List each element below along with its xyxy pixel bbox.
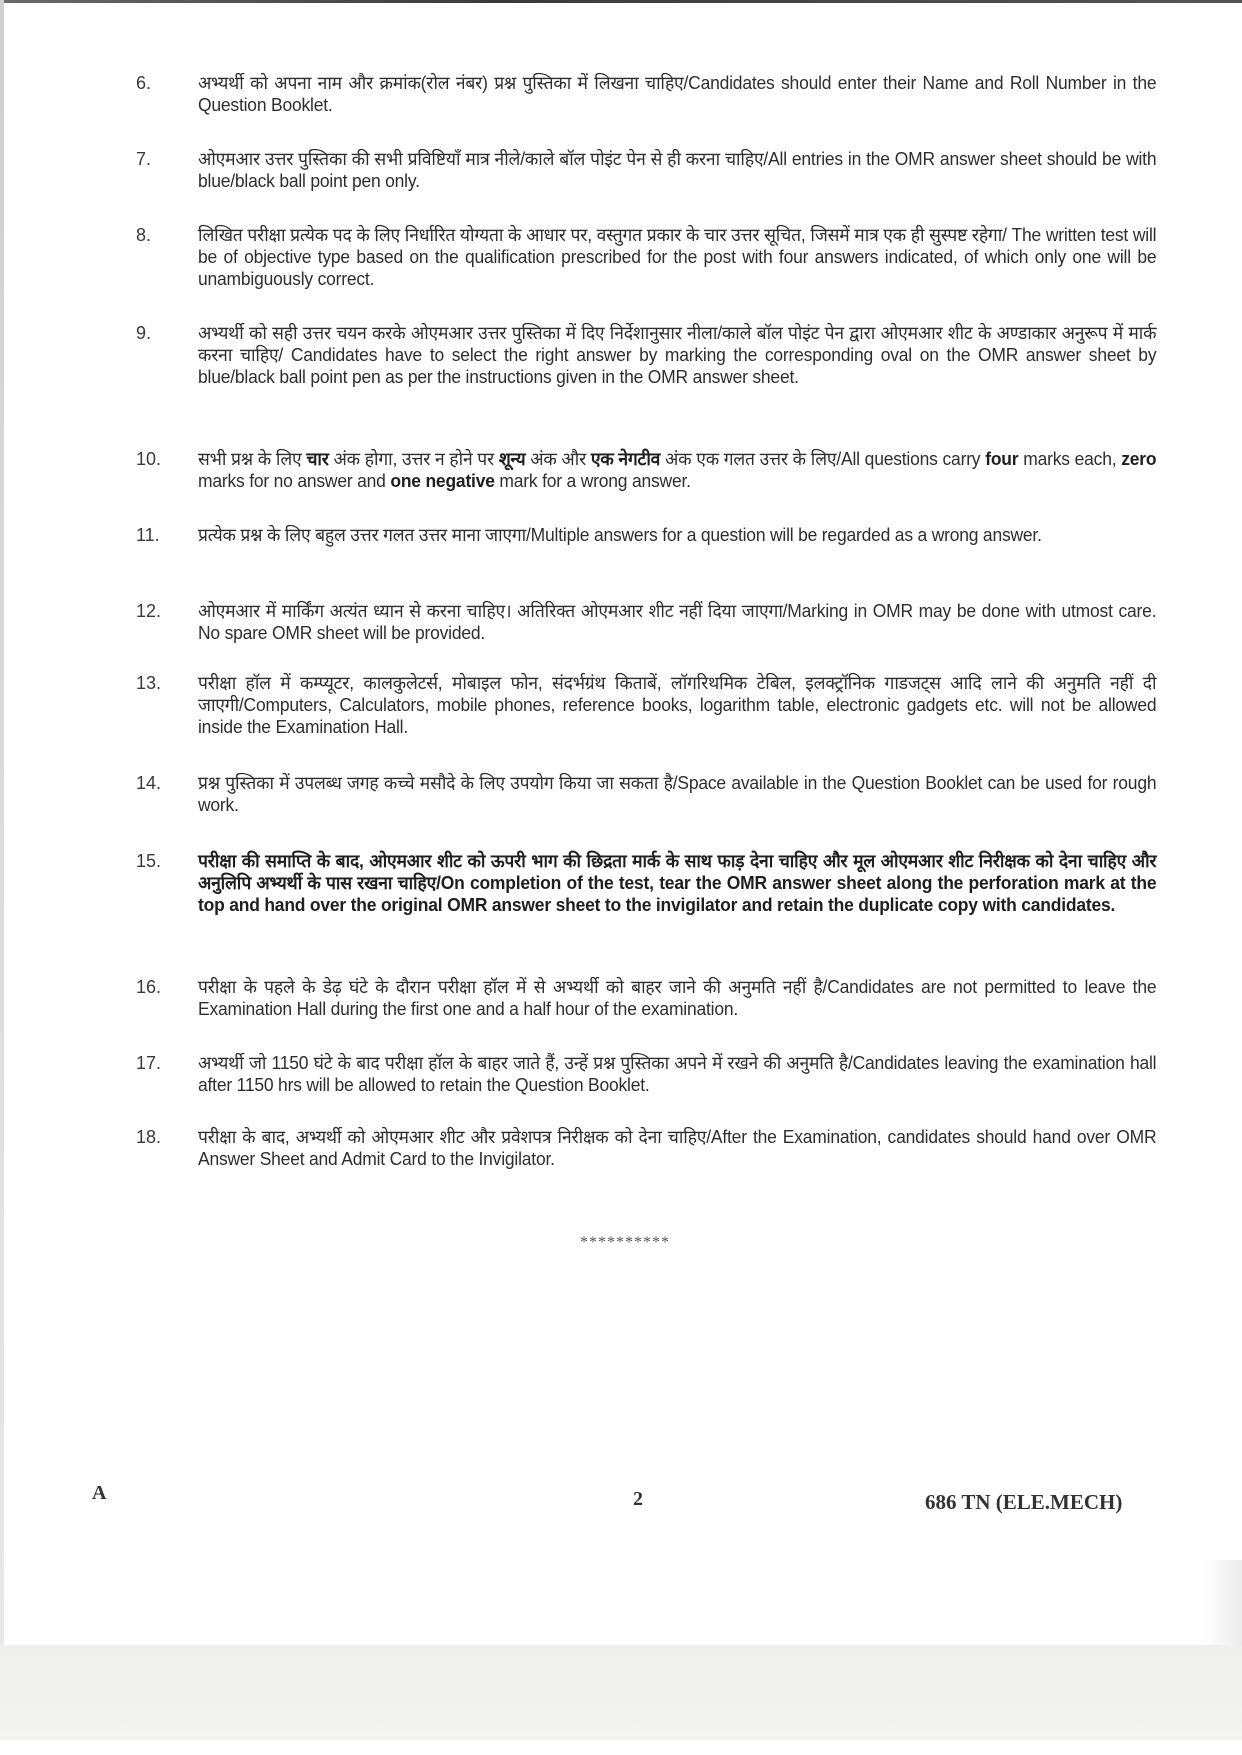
instruction-number: 18. — [136, 1127, 162, 1147]
scanner-bed-band — [0, 1645, 1242, 1740]
footer-paper-code: 686 TN (ELE.MECH) — [925, 1490, 1123, 1514]
instruction-item-10 — [136, 448, 1186, 492]
instruction-text — [198, 850, 1156, 916]
footer-series-label: A — [92, 1482, 107, 1504]
instruction-item-13 — [136, 672, 1186, 738]
emphasis-text: four — [985, 449, 1019, 469]
body-text: marks each, — [1018, 449, 1122, 469]
body-text: अभ्यर्थी जो 1150 घंटे के बाद परीक्षा हॉल के बाहर जाते हैं, उन्हें प्रश्न पुस्तिका अपने में रखने की अनुमति है/Candidates leaving the examination hall after 1150 hrs will be allowed to retain the Question Booklet. — [198, 1053, 1157, 1095]
instruction-text — [198, 600, 1156, 644]
instruction-number: 9. — [136, 323, 152, 343]
instruction-number: 13. — [136, 673, 162, 693]
emphasis-text: शून्य — [498, 449, 526, 469]
instruction-text — [198, 322, 1156, 388]
instruction-item-6 — [136, 72, 1186, 116]
body-text: परीक्षा हॉल में कम्प्यूटर, कालकुलेटर्स, मोबाइल फोन, संदर्भग्रंथ किताबें, लॉगरिथमिक टेबिल, इलक्ट्रॉनिक गाडजट्स आदि लाने की अनुमति नहीं दी जाएगी/Computers, Calculators, mobile phones, reference books, logarithm table, electronic gadgets etc. will not be allowed inside the Examination Hall. — [198, 673, 1157, 737]
emphasis-text: परीक्षा की समाप्ति के बाद, ओएमआर शीट को ऊपरी भाग की छिद्रता मार्क के साथ फाड़ देना चाहिए और मूल ओएमआर शीट निरीक्षक को देना चाहिए और अनुलिपि अभ्यर्थी के पास रखना चाहिए/On completion of the test, tear the OMR answer sheet along the perforation mark at the top and hand over the original OMR answer sheet to the invigilator and retain the duplicate copy with candidates. — [198, 851, 1157, 915]
body-text: mark for a wrong answer. — [494, 471, 691, 491]
body-text: ओएमआर उत्तर पुस्तिका की सभी प्रविष्टियाँ मात्र नीले/काले बॉल पोइंट पेन से ही करना चाहिए/All entries in the OMR answer sheet should be with blue/black ball point pen only. — [198, 149, 1157, 191]
emphasis-text: एक नेगटीव — [590, 449, 661, 469]
instruction-item-14 — [136, 772, 1186, 816]
emphasis-text: zero — [1121, 449, 1157, 469]
emphasis-text: one negative — [390, 471, 495, 491]
body-text: सभी प्रश्न के लिए — [198, 449, 307, 469]
instruction-item-16 — [136, 976, 1186, 1020]
instruction-text — [198, 448, 1156, 492]
instruction-text — [198, 976, 1156, 1020]
scan-shadow — [1202, 1560, 1242, 1650]
instruction-number: 6. — [136, 73, 152, 93]
scan-left-edge — [0, 0, 4, 1650]
instruction-text — [198, 148, 1156, 192]
instruction-text — [198, 1126, 1156, 1170]
instruction-number: 14. — [136, 773, 162, 793]
instruction-number: 16. — [136, 977, 162, 997]
instruction-text — [198, 772, 1156, 816]
instruction-item-18 — [136, 1126, 1186, 1170]
instruction-number: 7. — [136, 149, 152, 169]
instruction-text — [198, 524, 1156, 546]
scan-top-edge — [0, 0, 1242, 3]
instruction-item-8 — [136, 224, 1186, 290]
instruction-text — [198, 1052, 1156, 1096]
emphasis-text: चार — [306, 449, 329, 469]
end-divider: ********** — [580, 1234, 670, 1251]
body-text: अंक होगा, उत्तर न होने पर — [328, 449, 499, 469]
instruction-number: 11. — [136, 525, 160, 545]
instruction-item-17 — [136, 1052, 1186, 1096]
instruction-text — [198, 72, 1156, 116]
instruction-number: 10. — [136, 449, 162, 469]
body-text: प्रश्न पुस्तिका में उपलब्ध जगह कच्चे मसौदे के लिए उपयोग किया जा सकता है/Space available in the Question Booklet can be used for rough work. — [198, 773, 1157, 815]
body-text: अभ्यर्थी को अपना नाम और क्रमांक(रोल नंबर) प्रश्न पुस्तिका में लिखना चाहिए/Candidates should enter their Name and Roll Number in the Question Booklet. — [198, 73, 1157, 115]
instruction-number: 12. — [136, 601, 162, 621]
body-text: परीक्षा के बाद, अभ्यर्थी को ओएमआर शीट और प्रवेशपत्र निरीक्षक को देना चाहिए/After the Examination, candidates should hand over OMR Answer Sheet and Admit Card to the Invigilator. — [198, 1127, 1157, 1169]
instruction-text — [198, 672, 1156, 738]
instruction-item-12 — [136, 600, 1186, 644]
scan-bottom-margin — [0, 1740, 1242, 1755]
body-text: लिखित परीक्षा प्रत्येक पद के लिए निर्धारित योग्यता के आधार पर, वस्तुगत प्रकार के चार उत्तर सूचित, जिसमें मात्र एक ही सुस्पष्ट रहेगा/ The written test will be of objective type based on the qualification prescribed for the post with four answers indicated, of which only one will be unambiguously correct. — [198, 225, 1157, 289]
instruction-number: 15. — [136, 851, 162, 871]
body-text: अंक एक गलत उत्तर के लिए/All questions carry — [660, 449, 986, 469]
body-text: परीक्षा के पहले के डेढ़ घंटे के दौरान परीक्षा हॉल में से अभ्यर्थी को बाहर जाने की अनुमति नहीं है/Candidates are not permitted to leave the Examination Hall during the first one and a half hour of the examination. — [198, 977, 1157, 1019]
instruction-item-11 — [136, 524, 1186, 546]
body-text: अंक और — [525, 449, 591, 469]
body-text: marks for no answer and — [198, 471, 391, 491]
instruction-text — [198, 224, 1156, 290]
instruction-number: 17. — [136, 1053, 162, 1073]
body-text: ओएमआर में मार्किंग अत्यंत ध्यान से करना चाहिए। अतिरिक्त ओएमआर शीट नहीं दिया जाएगा/Marking in OMR may be done with utmost care. No spare OMR sheet will be provided. — [198, 601, 1157, 643]
footer-page-number: 2 — [633, 1488, 643, 1510]
instruction-item-9 — [136, 322, 1186, 388]
instruction-item-7 — [136, 148, 1186, 192]
body-text: अभ्यर्थी को सही उत्तर चयन करके ओएमआर उत्तर पुस्तिका में दिए निर्देशानुसार नीला/काले बॉल पोइंट पेन द्वारा ओएमआर शीट के अण्डाकार अनुरूप में मार्क करना चाहिए/ Candidates have to select the right answer by marking the corresponding oval on the OMR answer sheet by blue/black ball point pen as per the instructions given in the OMR answer sheet. — [198, 323, 1157, 387]
instruction-item-15 — [136, 850, 1186, 916]
body-text: प्रत्येक प्रश्न के लिए बहुल उत्तर गलत उत्तर माना जाएगा/Multiple answers for a question will be regarded as a wrong answer. — [198, 525, 1042, 545]
instruction-number: 8. — [136, 225, 152, 245]
